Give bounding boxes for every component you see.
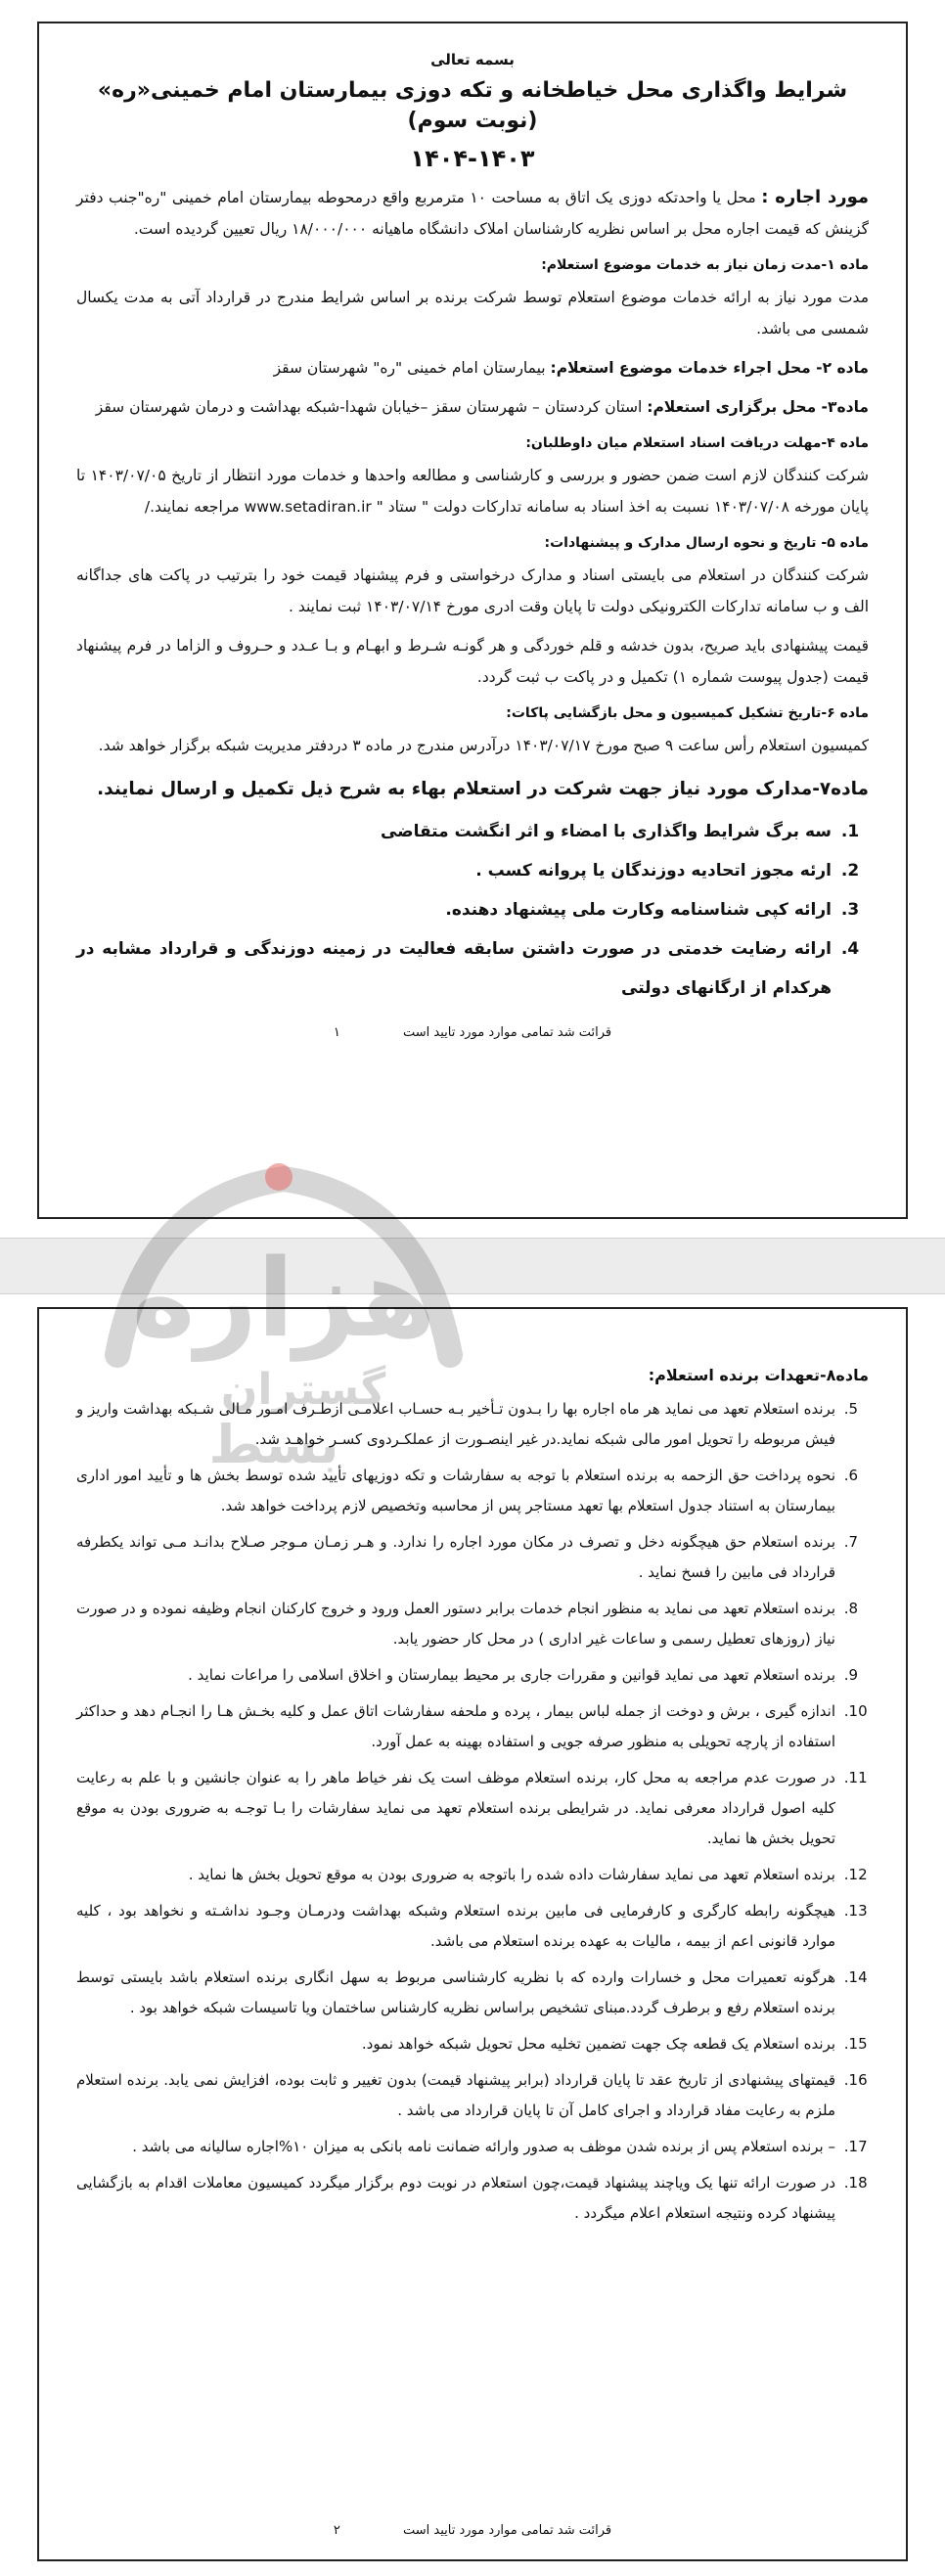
list-item: 18. در صورت ارائه تنها یک ویاچند پیشنهاد قیمت،چون استعلام در نوبت دوم برگزار میگردد کمیسیون معاملات اقدام به بازگشایی پیشنهاد کرده ونتیجه استعلام اعلام میگردد . — [76, 2168, 839, 2229]
list-item: 2. ارئه مجوز اتحادیه دوزندگان یا پروانه کسب . — [76, 851, 835, 890]
article-3 — [76, 391, 869, 423]
list-item: 9. برنده استعلام تعهد می نماید قوانین و مقررات جاری بر محیط بیمارستان و اخلاق اسلامی را مراعات نماید . — [76, 1660, 839, 1691]
article-3-text: استان کردستان – شهرستان سقز –خیابان شهدا-شبکه بهداشت و درمان شهرستان سقز — [95, 397, 643, 416]
subject-label: مورد اجاره : — [761, 186, 869, 207]
article-6-text: کمیسیون استعلام رأس ساعت ۹ صبح مورخ ۱۴۰۳/۰۷/۱۷ درآدرس مندرج در ماده ۳ دردفتر مدیریت شبکه برگزار خواهد شد. — [98, 736, 869, 754]
bismillah: بسمه تعالی — [430, 51, 515, 68]
list-item: 15. برنده استعلام یک قطعه چک جهت تضمین تخلیه محل تحویل شبکه خواهد نمود. — [76, 2029, 839, 2059]
list-item: 7. برنده استعلام حق هیچگونه دخل و تصرف در مکان مورد اجاره را ندارد. و هـر زمـان مـوجر صـلاح بدانـد مـی تواند یکطرفه قرارداد فی مابین را فسخ نماید . — [76, 1527, 839, 1588]
article-4-heading: ماده ۴-مهلت دریافت اسناد استعلام میان داوطلبان: — [525, 434, 869, 451]
list-item: 8. برنده استعلام تعهد می نماید به منظور انجام خدمات برابر دستور العمل ورود و خروج کارکنان انجام وظیفه نموده و در صورت نیاز (روزهای تعطیل رسمی و ساعات غیر اداری ) در محل کار حضور یابد. — [76, 1594, 839, 1654]
article-5-text-2: قیمت پیشنهادی باید صریح، بدون خدشه و قلم خوردگی و هر گونـه شـرط و ابهـام و بـا عـدد و حـروف و الزاما در فرم پیشنهاد قیمت (جدول پیوست شماره ۱) تکمیل و در پاکت ب ثبت گردد. — [76, 636, 869, 686]
list-item: 5. برنده استعلام تعهد می نماید هر ماه اجاره بها را بـدون تـأخیر بـه حسـاب اعلامـی ازطـرف امـور مـالی شـبکه بهداشت واریز و فیش مربوطه را تحویل امور مالی شبکه نماید.در غیر اینصـورت از عملکـردوی کسـر خواهـد شد. — [76, 1394, 839, 1455]
article-2-label: ماده ۲- محل اجراء خدمات موضوع استعلام: — [550, 358, 869, 377]
document-page-1 — [37, 22, 908, 1219]
article-5-heading: ماده ۵- تاریخ و نحوه ارسال مدارک و پیشنهادات: — [544, 534, 869, 551]
subject-paragraph — [76, 182, 869, 245]
article-8-list — [76, 1394, 869, 2229]
footer-text: قرائت شد تمامی موارد مورد تایید است — [403, 2523, 612, 2538]
article-2-text: بیمارستان امام خمینی "ره" شهرستان سقز — [273, 358, 546, 377]
article-7-heading: ماده۷-مدارک مورد نیاز جهت شرکت در استعلام بهاء به شرح ذیل تکمیل و ارسال نمایند. — [97, 778, 869, 799]
article-1-text: مدت مورد نیاز به ارائه خدمات موضوع استعلام توسط شرکت برنده بر اساس شرایط مندرج در قرارداد آتی به مدت یکسال شمسی می باشد. — [76, 288, 869, 338]
article-5-text-1: شرکت کنندگان در استعلام می بایستی اسناد و مدارک درخواستی و فرم پیشنهاد قیمت خود را بترتیب در پاکت های جداگانه الف و ب سامانه تدارکات الکترونیکی دولت تا پایان وقت ادری مورخ ۱۴۰۳/۰۷/۱۴ ثبت نمایند . — [76, 565, 869, 615]
list-item: 13. هیچگونه رابطه کارگری و کارفرمایی فی مابین برنده استعلام وشبکه بهداشت ودرمـان وجـود نداشـته و نخواهد بود ، کلیه موارد قانونی اعم از بیمه ، مالیات به عهده برنده استعلام می باشد. — [76, 1896, 839, 1957]
article-8-heading: ماده۸-تعهدات برنده استعلام: — [648, 1366, 869, 1384]
list-item: 16. قیمتهای پیشنهادی از تاریخ عقد تا پایان قرارداد (برابر پیشنهاد قیمت) بدون تغییر و ثابت بوده، افزایش نمی یابد. برنده استعلام ملزم به رعایت مفاد قرارداد و اجرای کامل آن تا پایان قرارداد می باشد . — [76, 2065, 839, 2126]
list-item: 6. نحوه پرداخت حق الزحمه به برنده استعلام با توجه به سفارشات و تکه دوزیهای تأیید شده توسط بخش ها و تأیید امور اداری بیمارستان به استناد جدول استعلام بها تعهد مستاجر پس از محاسبه وتخصیص لازم پرداخت خواهد شد. — [76, 1461, 839, 1521]
list-item: 4. ارائه رضایت خدمتی در صورت داشتن سابقه فعالیت در زمینه دوزندگی و قرارداد مشابه در هرکدام از ارگانهای دولتی — [76, 929, 835, 1008]
list-item: 10. اندازه گیری ، برش و دوخت از جمله لباس بیمار ، پرده و ملحفه سفارشات اتاق عمل و کلیه بخـش هـا را انجـام دهد و حداکثر استفاده از پارچه تحویلی به منظور صرفه جویی و استفاده بهینه به عمل آورد. — [76, 1696, 839, 1757]
page-number: ۱ — [333, 1024, 340, 1040]
list-item: 1. سه برگ شرایط واگذاری با امضاء و اثر انگشت متقاضی — [76, 812, 835, 851]
list-item: 11. در صورت عدم مراجعه به محل کار، برنده استعلام موظف است یک نفر خیاط ماهر را به عنوان جانشین و با علم به رعایت کلیه اصول قرارداد معرفی نماید. در شرایطی برنده استعلام تعهد می نماید سفارشات را بـا توجـه به ضروری بودن به موقع تحویل بخش ها نماید. — [76, 1763, 839, 1854]
page-number: ۲ — [333, 2523, 340, 2538]
document-page-2 — [37, 1307, 908, 2561]
page-gap — [0, 1238, 945, 1294]
footer-text: قرائت شد تمامی موارد مورد تایید است — [403, 1024, 612, 1040]
list-item: 14. هرگونه تعمیرات محل و خسارات وارده که با نظریه کارشناسی مربوط به سهل انگاری برنده استعلام باشد بایستی توسط برنده استعلام رفع و برطرف گردد.مبنای تشخیص براساس نظریه کارشناس ساختمان ویا تاسیسات شبکه خواهد بود . — [76, 1963, 839, 2023]
subject-text: محل یا واحدتکه دوزی یک اتاق به مساحت ۱۰ مترمربع واقع درمحوطه بیمارستان امام خمینی "ره"جنب دفتر گزینش که قیمت اجاره محل بر اساس نظریه کارشناسان املاک دانشگاه ماهیانه ۱۸/۰۰۰/۰۰۰ ریال تعیین گردیده است. — [76, 188, 869, 238]
article-7-list — [76, 812, 869, 1008]
list-item: 12. برنده استعلام تعهد می نماید سفارشات داده شده را باتوجه به ضروری بودن به موقع تحویل بخش ها نماید . — [76, 1860, 839, 1890]
article-6-heading: ماده ۶-تاریخ تشکیل کمیسیون و محل بازگشایی پاکات: — [506, 704, 869, 721]
document-years: ۱۴۰۴-۱۴۰۳ — [410, 144, 535, 172]
document-title: شرایط واگذاری محل خیاطخانه و تکه دوزی بیمارستان امام خمینی«ره» (نوبت سوم) — [97, 78, 848, 133]
watermark-text-1: هزاره — [131, 1236, 436, 1361]
article-3-label: ماده۳- محل برگزاری استعلام: — [647, 397, 869, 416]
page-1-footer — [76, 1025, 869, 1040]
article-2 — [76, 352, 869, 384]
article-4-text: شرکت کنندگان لازم است ضمن حضور و بررسی و کارشناسی و مطالعه واحدها و خدمات مورد انتظار از تاریخ ۱۴۰۳/۰۷/۰۵ تا پایان مورخه ۱۴۰۳/۰۷/۰۸ نسبت به اخذ اسناد به سامانه تدارکات دولت " ستاد " www.setadiran.ir مراجعه نمایند./ — [76, 466, 869, 516]
article-1-heading: ماده ۱-مدت زمان نیاز به خدمات موضوع استعلام: — [541, 256, 869, 273]
page-2-footer — [39, 2523, 906, 2538]
list-item: 3. ارائه کپی شناسنامه وکارت ملی پیشنهاد دهنده. — [76, 890, 835, 929]
list-item: 17. – برنده استعلام پس از برنده شدن موظف به صدور وارائه ضمانت نامه بانکی به میزان ۱۰%اجاره سالیانه می باشد . — [76, 2132, 839, 2162]
